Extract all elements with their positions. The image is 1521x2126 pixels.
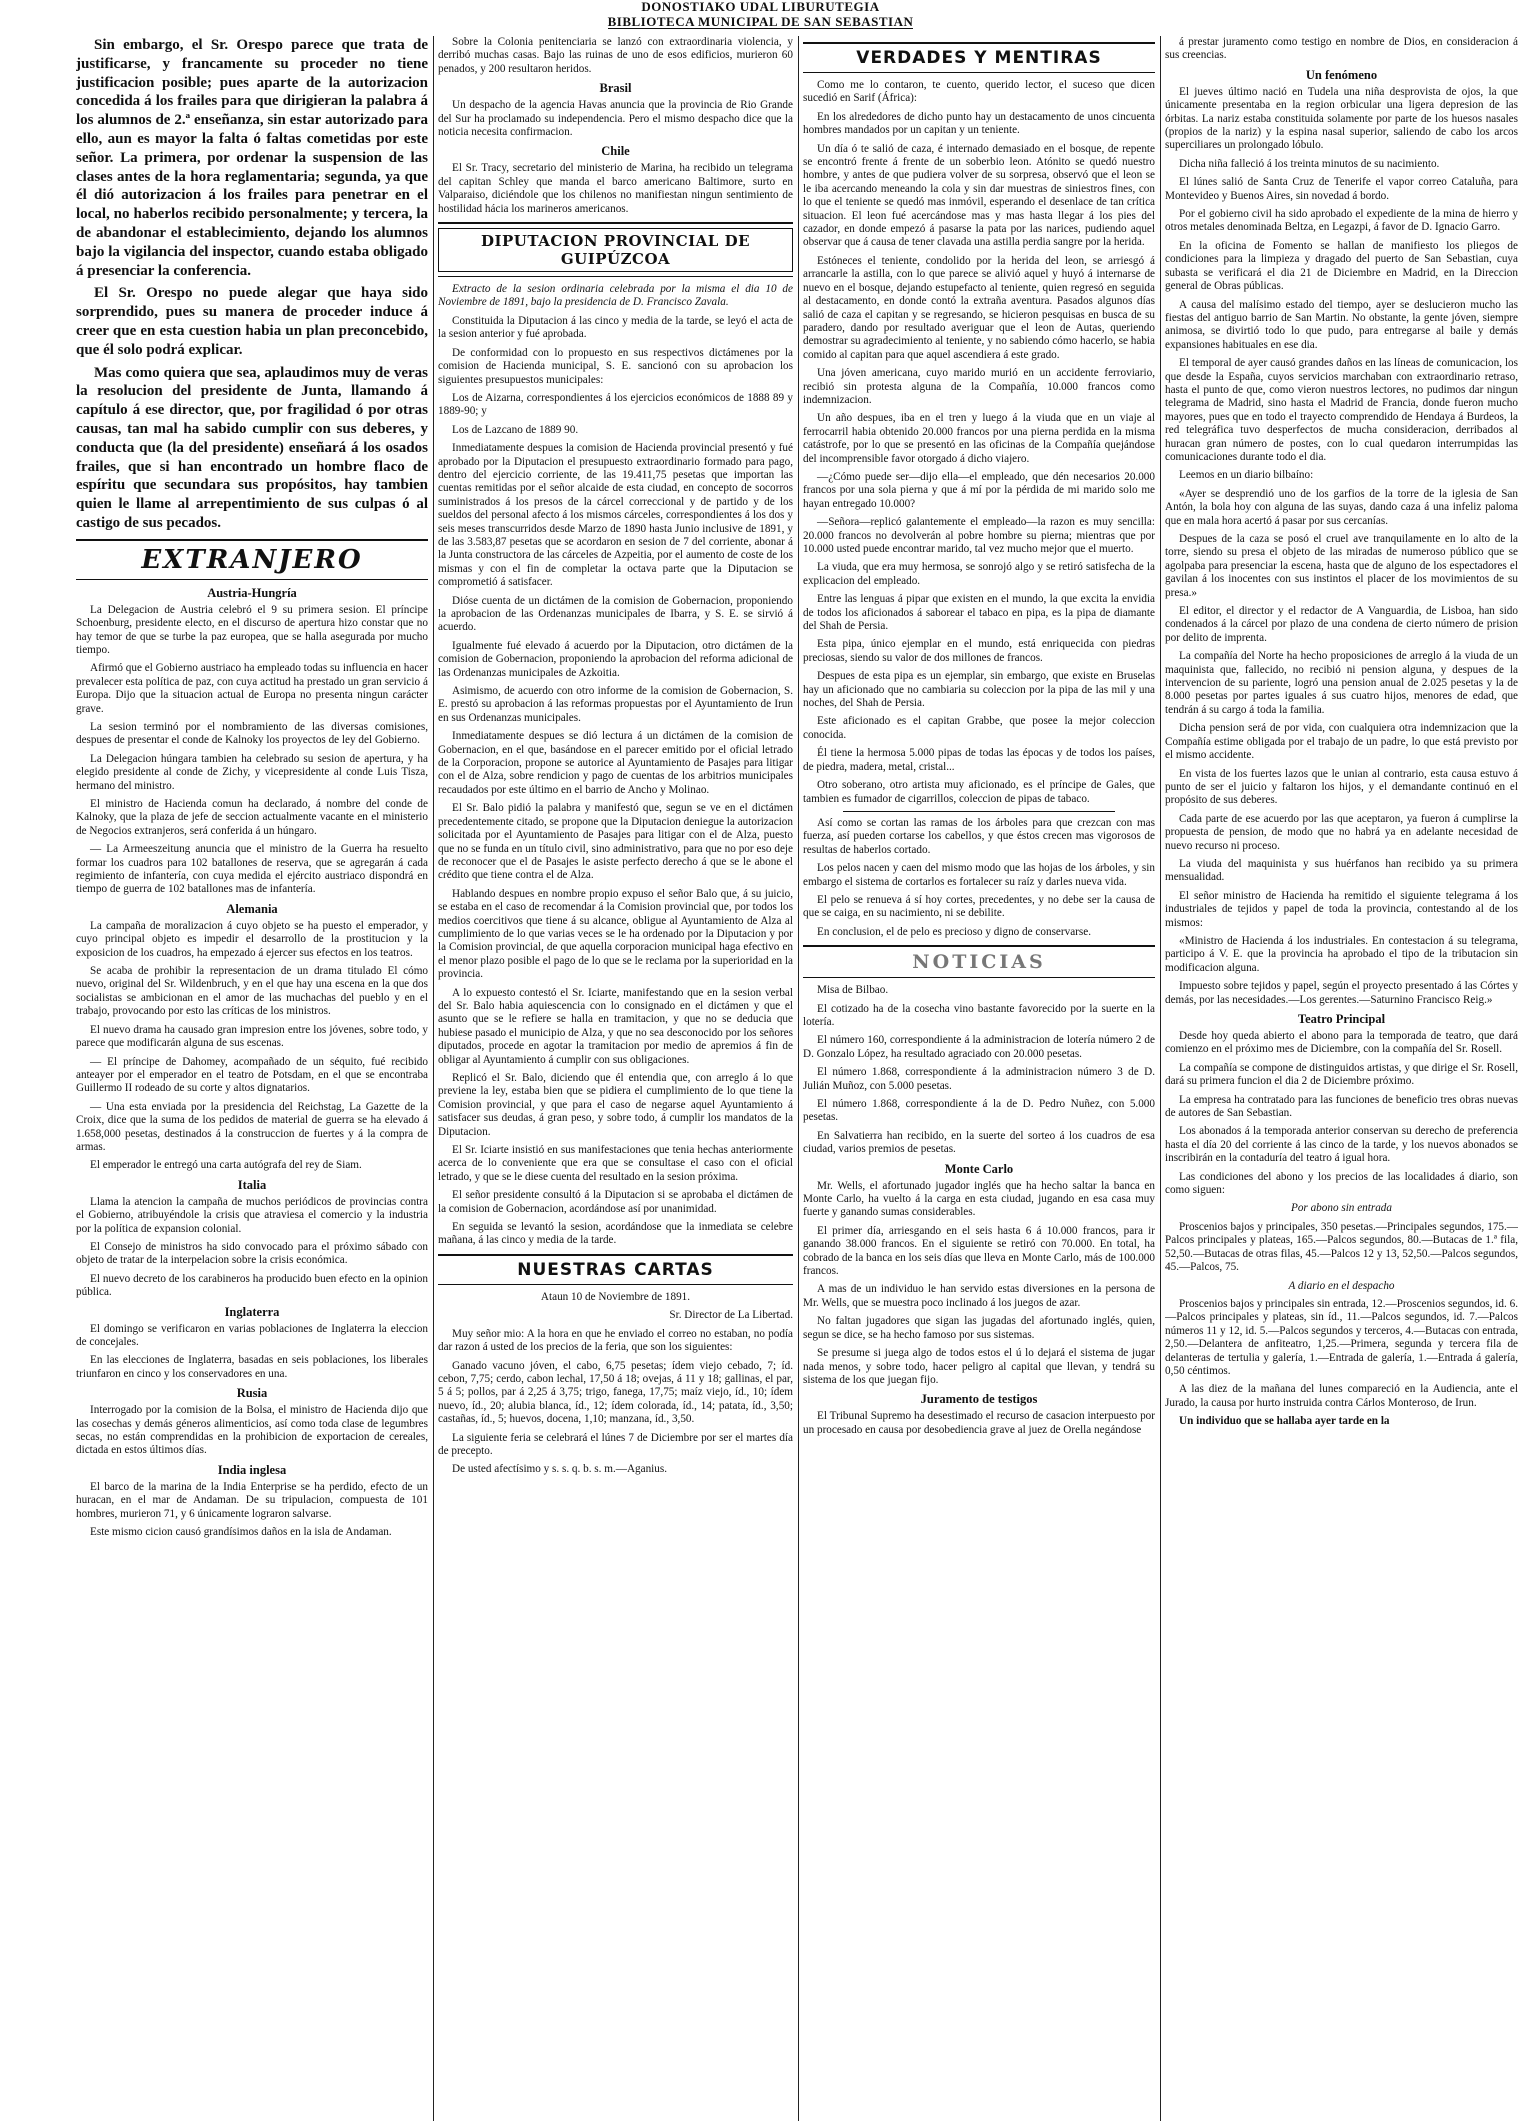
news-top <box>438 36 793 76</box>
paragraph: Otro soberano, otro artista muy aficionado, es el príncipe de Gales, que tambien es fumador de cigarrillos, coleccion de pipas de tabaco. <box>803 779 1155 805</box>
section-title: DIPUTACION PROVINCIAL DE GUIPÚZCOA <box>438 228 793 272</box>
section-title: EXTRANJERO <box>141 544 363 575</box>
paragraph: El primer día, arriesgando en el seis hasta 6 á 10.000 francos, para ir ganando 38.000 francos. En el siguiente se retiró con 70.000. En total, ha cobrado de la banca en los seis días que lleva en Monte Carlo, más de 100.000 francos. <box>803 1224 1155 1278</box>
verdades-text <box>803 79 1155 806</box>
paragraph: Impuesto sobre tejidos y papel, según el proyecto presentado á las Córtes y demás, por las necesidades.—Los gerentes.—Saturnino Francisco Reig.» <box>1165 980 1518 1006</box>
country-heading: Austria-Hungría <box>207 585 297 600</box>
column-rule <box>1160 36 1161 2121</box>
paragraph: Como me lo contaron, te cuento, querido lector, el suceso que dicen sucedió en Sarif (África): <box>803 79 1155 105</box>
diario-prices <box>1165 1298 1518 1378</box>
paragraph: El nuevo decreto de los carabineros ha producido buen efecto en la opinion pública. <box>76 1272 428 1299</box>
section-header-diputacion <box>438 222 793 277</box>
paragraph: Un año despues, iba en el tren y luego á la viuda que en un viaje al ferrocarril habia obtenido 20.000 francos por una pierna perdida en la misma catástrofe, por lo que se presentó en las oficinas de la Compañía quejándose del incomprensible favor otorgado á dicho viajero. <box>803 412 1155 465</box>
paragraph: El número 1.868, correspondiente á la de D. Pedro Nuñez, con 5.000 pesetas. <box>803 1098 1155 1124</box>
column-rule <box>798 36 799 2121</box>
fenomeno-text <box>1165 86 1518 171</box>
paragraph: Este mismo cicion causó grandísimos daños en la isla de Andaman. <box>90 1526 392 1539</box>
paragraph: Las condiciones del abono y los precios de las localidades á diario, son como siguen: <box>1165 1170 1518 1197</box>
paragraph: Inmediatamente despues se dió lectura á un dictámen de la comision de Gobernacion, en el que, basándose en el parecer emitido por el oficial letrado de la Corporacion, propone se autorice al Ayuntamiento de Pasajes para litigar con el de Alza, sobre rendicion y pago de cuentas de los arbitrios municipales recaudados por este último en el barrio de Ancho y Molinao. <box>438 730 793 796</box>
paragraph: Los pelos nacen y caen del mismo modo que las hojas de los árboles, y sin embargo el sistema de cortarlos es fortalecer su raíz y darles nueva vida. <box>803 862 1155 888</box>
paragraph: Se presume si juega algo de todos estos el ú lo dejará el sistema de jugar nada menos, y sobre todo, hacer peligro al capital que llevan, y tendrá su sistema de los que juegan fijo. <box>803 1347 1155 1386</box>
subheading: Un fenómeno <box>1305 67 1378 82</box>
paragraph: Mr. Wells, el afortunado jugador inglés que ha hecho saltar la banca en Monte Carlo, ha vuelto á la carga en esta ciudad, jugando en esa casa muy fuerte y ganando sumas considerables. <box>803 1179 1155 1219</box>
paragraph: Igualmente fué elevado á acuerdo por la Diputacion, otro dictámen de la comision de Gobernacion, proponiendo la aprobacion del reforma adicional de las Ordenanzas municipales de Azkoitia. <box>438 639 793 679</box>
subheading: Juramento de testigos <box>920 1392 1038 1407</box>
paragraph: En conclusion, el de pelo es precioso y digno de conservarse. <box>817 925 1092 938</box>
section-title: NOTICIAS <box>912 951 1046 974</box>
news-brasil <box>438 99 793 139</box>
paragraph: —Señora—replicó galantemente el empleado—la razon es muy sencilla: 20.000 francos no devolverán al pobre hombre su pierna; mientras que por 10.000 usted puede encontrar marido, tal vez mucho mejor que el muerto. <box>803 516 1155 555</box>
paragraph: Muy señor mio: A la hora en que he enviado el correo no estaban, no podía dar razon á usted de los precios de la feria, que son los siguientes: <box>438 1327 793 1354</box>
country-heading: Italia <box>237 1177 267 1192</box>
news-italia <box>76 1196 428 1300</box>
news-top <box>1165 36 1518 63</box>
column-1 <box>76 36 428 2121</box>
session-text <box>438 315 793 1248</box>
paragraph: Un día ó te salió de caza, é internado demasiado en el bosque, de repente se encontró frente á frente de un soberbio leon. Atónito se quedó nuestro hombre, y antes de que pudiera volver de su sorpresa, observó que el leon se le iba acercando meneando la cola y sin dar muestras de siniestros fines, con lo que el teniente se quedó mas inmóvil, esperando el desenlace de tan crítica situacion. El leon fué acercándose mas y mas hasta llegar á los pies del cazador, en donde empezó á pasarse la pata por las narices, pudiendo aquel observar que á causa de tener clavada una astilla perdia sangre por la herida. <box>803 142 1155 249</box>
paragraph: Misa de Bilbao. <box>817 984 889 997</box>
paragraph: En la oficina de Fomento se hallan de manifiesto los pliegos de condiciones para la limpieza y dragado del puerto de San Sebastian, cuya subasta se verificará el dia 21 de Diciembre en Madrid, en la Direccion general de Obras públicas. <box>1165 239 1518 293</box>
section-title: VERDADES Y MENTIRAS <box>856 48 1102 68</box>
paragraph: — El príncipe de Dahomey, acompañado de un séquito, fué recibido anteayer por el emperador en el teatro de Potsdam, en el que se encontraba Guillermo II rodeado de su corte y altos dignatarios. <box>76 1055 428 1095</box>
paragraph: El editor, el director y el redactor de A Vanguardia, de Lisboa, han sido condenados á la cárcel por plazo de una condena de cierto número de prision por delito de imprenta. <box>1165 605 1518 644</box>
abono-prices <box>1165 1221 1518 1275</box>
paragraph: Dicha niña falleció á los treinta minutos de su nacimiento. <box>1179 157 1440 170</box>
paragraph: Entre las lenguas á pipar que existen en el mundo, la que excita la envidia de todos los aficionados á saborear el tabaco en pipa, es la pipa de diamante del Shah de Persia. <box>803 593 1155 633</box>
paragraph: Él tiene la hermosa 5.000 pipas de todas las épocas y de todos los países, de piedra, madera, metal, cristal... <box>803 747 1155 773</box>
paragraph: La compañía del Norte ha hecho proposiciones de arreglo á la viuda de un maquinista que, fallecido, no recibió ni pension alguna, y despues de la intervencion de su pariente, logró una pension anual de 2.025 pesetas y la de 8.000 pesetas por partes iguales á sus cuatro hijos, menores de edad, que tendrán á su cargo á toda la familia. <box>1165 650 1518 716</box>
paragraph: Asimismo, de acuerdo con otro informe de la comision de Gobernacion, S. E. prestó su aprobacion á las reformas propuestas por el Ayuntamiento de Irun en sus Ordenanzas municipales. <box>438 685 793 724</box>
paragraph: Llama la atencion la campaña de muchos periódicos de provincias contra el Gobierno, atribuyéndole la crisis que atraviesa el comercio y la industria por la política de expansion colonial. <box>76 1195 428 1235</box>
paragraph: El señor presidente consultó á la Diputacion si se aprobaba el dictámen de la comision de Gobernacion, acordándose así por unanimidad. <box>438 1189 793 1215</box>
paragraph: El lúnes salió de Santa Cruz de Tenerife el vapor correo Cataluña, para Montevideo y Buenos Aires, sin novedad á bordo. <box>1165 176 1518 202</box>
paragraph: El ministro de Hacienda comun ha declarado, á nombre del conde de Kalnoky, que la plaza de jefe de seccion actualmente vacante en el ministerio de Negocios extranjeros, será conferida á un húngaro. <box>76 798 428 837</box>
paragraph: El pelo se renueva á sí hoy cortes, precedentes, y no debe ser la causa de que se caiga, en su nacimiento, ni se debilite. <box>803 893 1155 920</box>
paragraph: En las elecciones de Inglaterra, basadas en seis poblaciones, los liberales triunfaron en cinco y los conservadores en una. <box>76 1354 428 1380</box>
country-heading: Alemania <box>226 901 278 916</box>
paragraph: Este aficionado es el capitan Grabbe, que posee la mejor coleccion conocida. <box>803 715 1155 741</box>
paragraph: Interrogado por la comision de la Bolsa, el ministro de Hacienda dijo que las cosechas y demás géneros alimenticios, así como toda clase de legumbres secas, no están comprendidas en la prohibicion de exportacion de cereales, dictada en estos últimos días. <box>76 1404 428 1457</box>
letter-salutation: Sr. Director de La Libertad. <box>669 1309 793 1322</box>
letter-dateline: Ataun 10 de Noviembre de 1891. <box>540 1290 691 1303</box>
paragraph: Sobre la Colonia penitenciaria se lanzó con extraordinaria violencia, y derribó muchas casas. Bajo las ruinas de uno de esos edificios, murieron 60 penados, y 200 resultaron heridos. <box>438 36 793 75</box>
country-heading: Rusia <box>236 1386 268 1401</box>
session-extract: Extracto de la sesion ordinaria celebrada por la misma el dia 10 de Noviembre de 1891, bajo la presidencia de D. Francisco Zavala. <box>438 283 793 309</box>
paragraph: Cada parte de ese acuerdo por las que aceptaron, ya fueron á cumplirse la propuesta de pension, de modo que no habrá ya en adelante necesidad de nuevo recurso ni proceso. <box>1165 812 1518 852</box>
paragraph: En seguida se levantó la sesion, acordándose que la inmediata se celebre mañana, á las cinco y media de la tarde. <box>438 1221 793 1247</box>
paragraph: La Delegacion húngara tambien ha celebrado su sesion de apertura, y ha elegido presidente al conde de Zichy, y vicepresidente al conde Luis Tisza, hermano del ministro. <box>76 752 428 792</box>
section-title: NUESTRAS CARTAS <box>517 1259 714 1280</box>
paragraph: Afirmó que el Gobierno austriaco ha empleado todas su influencia en hacer prevalecer esta política de paz, con cuya actitud ha prestado un gran servicio á Europa. Dijo que la situacion actual de Europa no presenta ningun carácter grave. <box>76 662 428 715</box>
paragraph: A las diez de la mañana del lunes compareció en la Audiencia, ante el Jurado, la causa por hurto instruida contra Cárlos Monteroso, de Irun. <box>1165 1383 1518 1409</box>
price-label: Por abono sin entrada <box>1291 1202 1392 1215</box>
paragraph: Dicha pension será de por vida, con cualquiera otra indemnizacion que la Compañía estime obligada por el trabajo de un padre, lo que está previsto por el mismo accidente. <box>1165 722 1518 762</box>
subheading: Monte Carlo <box>944 1161 1014 1176</box>
paragraph: Replicó el Sr. Balo, diciendo que él entendia que, con arreglo á lo que previene la ley, estaba bien que se pidiera el cumplimiento de lo que tiene la Comision provincial, y que para el caso de negarse aquel Ayuntamiento á satisfacer sus deudas, á gran peso, y sobre todo, á cumplir los mandatos de la Diputacion. <box>438 1072 793 1138</box>
paragraph: á prestar juramento como testigo en nombre de Dios, en consideracion á sus creencias. <box>1165 36 1518 62</box>
country-heading: India inglesa <box>217 1462 287 1477</box>
paragraph: En vista de los fuertes lazos que le unian al contrario, esta causa estuvo á punto de ser el juicio y faltaron los hijos, y el demandante continuó en el propósito de sus deberes. <box>1165 767 1518 807</box>
noticias-text <box>803 984 1155 1156</box>
paragraph: El Consejo de ministros ha sido convocado para el próximo sábado con objeto de tratar de la interpelacion sobre la crisis económica. <box>76 1240 428 1267</box>
paragraph: Hablando despues en nombre propio expuso el señor Balo que, á su juicio, se estaba en el caso de recomendar á la Comision provincial que, por todos los medios coercitivos que tiene á su alcance, obligue al Ayuntamiento de Alza al cumplimiento de lo que varias veces se le ha ordenado por la Diputacion y por la Comision provincial, de que aquella corporacion municipal haga efectivo en el menor plazo posible el pago de lo que se le reclama por la superioridad en la provincia. <box>438 887 793 981</box>
library-stamp-line1: DONOSTIAKO UDAL LIBURUTEGIA <box>641 0 880 14</box>
verdades-text-2 <box>803 817 1155 939</box>
paragraph: Ganado vacuno jóven, el cabo, 6,75 pesetas; ídem viejo cebado, 7; íd. cebon, 7,75; cerdo, cabon lechal, 17,50 á 18; ovejas, á 11 y 18; gallinas, el par, 5 á 5; pollos, par á 2,25 á 3,75; trigo, fanega, 17,75; maíz viejo, íd., 10; ídem nuevo, íd., 20; alubia blanca, íd., 12; ídem colorada, íd., 14; patata, íd., 3,50; castañas, íd., 5; huevos, docena, 1,10; manzana, íd., 3,50. <box>438 1359 793 1426</box>
paragraph: El nuevo drama ha causado gran impresion entre los jóvenes, sobre todo, y parece que modificarán alguna de sus escenas. <box>76 1023 428 1050</box>
paragraph: La empresa ha contratado para las funciones de beneficio tres obras nuevas de autores de San Sebastian. <box>1165 1093 1518 1120</box>
juramento-text <box>803 1410 1155 1437</box>
bottom-news <box>1165 1383 1518 1428</box>
paragraph: En los alrededores de dicho punto hay un destacamento de unos cincuenta hombres mandados por un capitan y un teniente. <box>803 110 1155 137</box>
local-news <box>1165 176 1518 1007</box>
paragraph: El emperador le entregó una carta autógrafa del rey de Siam. <box>90 1159 362 1172</box>
column-2 <box>438 36 793 2121</box>
paragraph: El número 160, correspondiente á la administracion de lotería número 2 de D. Gonzalo López, ha resultado agraciado con 20.000 pesetas. <box>803 1034 1155 1060</box>
paragraph: Dióse cuenta de un dictámen de la comision de Gobernacion, proponiendo la aprobacion de las Ordenanzas municipales de Ibarra, y S. E. se sirvió á acuerdo. <box>438 594 793 634</box>
paragraph: El jueves último nació en Tudela una niña desprovista de ojos, la que únicamente presentaba en la region orbicular una ligera depresion de las órbitas. La nariz estaba constituida solamente por parte de los huesos nasales (propios de la nariz) y la espina nasal superior, saliendo de cabo los arcos superciliares un prolongado lóbulo. <box>1165 85 1518 152</box>
paragraph: Leemos en un diario bilbaíno: <box>1179 469 1314 482</box>
paragraph: La compañía se compone de distinguidos artistas, y que dirige el Sr. Rosell, dará su primera funcion el dia 2 de Diciembre próximo. <box>1165 1061 1518 1088</box>
paragraph: El Sr. Iciarte insistió en sus manifestaciones que tenia hechas anteriormente acerca de lo conveniente que era que se consultase el caso con el oficial letrado, y que se le diese cuenta del resultado en la sesion próxima. <box>438 1144 793 1183</box>
country-heading: Chile <box>601 144 630 159</box>
paragraph: Se acaba de prohibir la representacion de un drama titulado El cómo nuevo, original del Sr. Wildenbruch, y en el que hay una escena en la que dos socialistas se ambicionan en el amor de las muchachas del pueblo y en el trabajo, provocando por esto las críticas de los ministros. <box>76 965 428 1018</box>
section-header-cartas <box>438 1254 793 1285</box>
letter-text <box>438 1328 793 1477</box>
paragraph: La Delegacion de Austria celebró el 9 su primera sesion. El príncipe Schoenburg, presidente electo, en el discurso de apertura hizo constar que no hay temor de que se turbe la paz europea, que se halla asegurada por mucho tiempo. <box>76 603 428 656</box>
paragraph: Un individuo que se hallaba ayer tarde en la <box>1179 1415 1390 1428</box>
paragraph: El número 1.868, correspondiente á la administracion número 3 de D. Julián Muñoz, con 5.000 pesetas. <box>803 1066 1155 1092</box>
paragraph: «Ayer se desprendió uno de los garfios de la torre de la iglesia de San Antón, la bola hoy con alguna de las suyas, dando caza á una infeliz paloma que en mala hora acertó á pasar por sus cercanías. <box>1165 487 1518 527</box>
paragraph: Despues de la caza se posó el cruel ave tranquilamente en lo alto de la torre, siendo su presa el objeto de las miradas de numeroso público que se agolpaba para presenciar la escena, hasta que de alguno de los espectadores el gavilan á los inocentes con sus instintos el placer de los movimientos de su presa.» <box>1165 533 1518 599</box>
library-stamp <box>0 0 1521 30</box>
column-3 <box>803 36 1155 2121</box>
paragraph: De usted afectísimo y s. s. q. b. s. m.—Aganius. <box>452 1463 668 1476</box>
paragraph: Los de Aizarna, correspondientes á los ejercicios económicos de 1888 89 y 1889-90; y <box>438 391 793 418</box>
paragraph: — La Armeeszeitung anuncia que el ministro de la Guerra ha resuelto formar los cuadros para 102 batallones de reserva, que se agregarán á cada regimiento de infantería, con cuya medida el ejército austriaco dispondrá en tiempo de guerra de 102 batallones mas de infantería. <box>76 843 428 896</box>
paragraph: El señor ministro de Hacienda ha remitido el siguiente telegrama á los industriales de tejidos y papel de toda la provincia, contestando al de los mismos: <box>1165 889 1518 929</box>
paragraph: No faltan jugadores que sigan las jugadas del afortunado inglés, quien, segun se dice, se ha hecho famoso por sus sistemas. <box>803 1315 1155 1341</box>
intro-text <box>76 36 428 533</box>
paragraph: La viuda, que era muy hermosa, se sonrojó algo y se retiró satisfecha de la explicacion del empleado. <box>803 561 1155 587</box>
paragraph: La viuda del maquinista y sus huérfanos han recibido ya su primera mensualidad. <box>1165 857 1518 884</box>
paragraph: Sin embargo, el Sr. Orespo parece que trata de justificarse, y francamente su proceder no tiene justificacion posible; pues aparte de la autorizacion concedida á los frailes para que dirigieran la palabra á los alumnos de 2.ª enseñanza, sin estar autorizado para ello, aun es mayor la falta ó faltas cometidas por este señor. La primera, por ordenar la suspension de las clases antes de la hora reglamentaria; segunda, ya que él dió autorizacion á los frailes para penetrar en el local, no haberlos recibido personalmente; y tercera, la de abandonar el establecimiento, dejando los alumnos bajo la vigilancia del inspector, cuando estaba obligado á presenciar la conferencia. <box>76 37 428 279</box>
paragraph: — Una esta enviada por la presidencia del Reichstag, La Gazette de la Croix, dice que la suma de los pedidos de material de guerra se ha elevado á 1.658,000 pesetas, destinados á la construccion de fuertes y á la compra de armas. <box>76 1100 428 1153</box>
paragraph: Inmediatamente despues la comision de Hacienda provincial presentó y fué aprobado por la Diputacion el presupuesto extraordinario formado para pago, dentro del ejercicio corriente, de las 19.411,75 pesetas que importan las cuentas remitidas por el señor alcaide de esta ciudad, en concepto de socorros suministrados á los presos de la cárcel correccional y de partido y de los sueldos del personal afecto á los mismos cárceles, correspondientes á los dos y seis meses transcurridos desde Marzo de 1890 hasta Junio inclusive de 1891, y de las 3.583,87 pesetas que se acordaron en sesion de 7 del corriente, abonar á la Junta constructora de las cárceles de Azpeitia, por el aumento de coste de los mismas y con el fin de completar la octava parte que la Diputacion se comprometió á satisfacer. <box>438 442 793 589</box>
paragraph: Un despacho de la agencia Havas anuncia que la provincia de Rio Grande del Sur ha proclamado su independencia. Pero el mismo despacho dice que la noticia necesita confirmacion. <box>438 99 793 139</box>
separator <box>843 811 1115 812</box>
paragraph: El Sr. Tracy, secretario del ministerio de Marina, ha recibido un telegrama del capitan Schley que manda el barco americano Baltimore, surto en Valparaiso, diciéndole que los chilenos no manifiestan ningun sentimiento de hostilidad hácia los marineros americanos. <box>438 162 793 215</box>
paragraph: Los abonados á la temporada anterior conservan su derecho de preferencia hasta el día 20 del corriente á las cinco de la tarde, y los nuevos abonados se inscribirán en la contaduría del teatro á igual hora. <box>1165 1125 1518 1165</box>
teatro-text <box>1165 1030 1518 1197</box>
paragraph: Así como se cortan las ramas de los árboles para que crezcan con mas fuerza, así pueden cortarse los cabellos, y que éstos crecen mas vigorosos de resultas de haberlos cortado. <box>803 816 1155 856</box>
paragraph: A mas de un individuo le han servido estas diversiones en la persona de Mr. Wells, que se muestra poco inclinado á los juegos de azar. <box>803 1283 1155 1309</box>
section-header-extranjero <box>76 539 428 580</box>
news-alemania <box>76 920 428 1173</box>
news-chile <box>438 162 793 216</box>
paragraph: A lo expuesto contestó el Sr. Iciarte, manifestando que en la sesion verbal del Sr. Balo habia aquiescencia con lo consignado en el dictámen y que el asunto que se le refiere se halla en tramitacion, y que no se deducia que hubiese pasado el municipio de Alza, y que no sea desconocido por los señores diputados, procede en agotar la tramitacion por medio de apremios á fin de obligar al Ayuntamiento á cumplir con sus obligaciones. <box>438 986 793 1066</box>
paragraph: —¿Cómo puede ser—dijo ella—el empleado, que dén necesarios 20.000 francos por una sola pierna y que á mí por la pérdida de mi marido solo me hayan entregado 10.000? <box>803 470 1155 510</box>
column-4 <box>1165 36 1518 2121</box>
paragraph: A causa del malísimo estado del tiempo, ayer se deslucieron mucho las fiestas del antiguo barrio de San Martin. No obstante, la gente jóven, siempre animosa, se divirtió todo lo que pudo, para entregarse al baile y demás expansiones habituales en ese dia. <box>1165 298 1518 351</box>
paragraph: Los de Lazcano de 1889 90. <box>452 423 579 436</box>
country-heading: Brasil <box>599 81 632 96</box>
paragraph: Despues de esta pipa es un ejemplar, sin embargo, que existe en Bruselas hay un aficionado que no cambiaria su coleccion por la pipa de las mil y una noches, del Shah de Persia. <box>803 670 1155 710</box>
paragraph: Estóneces el teniente, condolido por la herida del leon, se arriesgó á arrancarle la astilla, con lo que parece se alivió aquel y huyó á internarse de nuevo en el bosque, dejando estupefacto al teniente, quien regresó en seguida al destacamento, en donde contó la extraña aventura. Pasados algunos días salió de caza el capitan y se regresando, se hicieron pesquisas en busca de su paradero, dando por resultado averiguar que el leon de Autas, queriendo demostrar su agradecimiento al teniente, y no sabiendo cómo hacerlo, se habia comido al capitan para que aquel ascendiera á este grado. <box>803 254 1155 361</box>
paragraph: La siguiente feria se celebrará el lúnes 7 de Diciembre por ser el martes día de precepto. <box>438 1431 793 1457</box>
paragraph: El domingo se verificaron en varias poblaciones de Inglaterra la eleccion de concejales. <box>76 1322 428 1348</box>
paragraph: Desde hoy queda abierto el abono para la temporada de teatro, que dará comienzo en el próximo mes de Diciembre, con la compañía del Sr. Rosell. <box>1165 1030 1518 1056</box>
paragraph: Proscenios bajos y principales, 350 pesetas.—Principales segundos, 175.—Palcos principales y plateas, 165.—Palcos segundos, 80.—Butacas de 1.ª fila, 52,50.—Butacas de otras filas, 45.—Palcos 12 y 13, 52,50.—Palcos segundos, 45.—Palcos, 75. <box>1165 1220 1518 1274</box>
news-austria <box>76 604 428 897</box>
paragraph: Una jóven americana, cuyo marido murió en un accidente ferroviario, recibió sin protesta alguna de la Compañía, 10.000 francos como indemnizacion. <box>803 367 1155 406</box>
paragraph: El barco de la marina de la India Enterprise se ha perdido, efecto de un huracan, en el mar de Andaman. De su tripulacion, compuesta de 101 hombres, murieron 71, y 6 únicamente lograron salvarse. <box>76 1480 428 1520</box>
paragraph: El Sr. Orespo no puede alegar que haya sido sorprendido, pues su manera de proceder induce á creer que en esta cuestion habia un plan preconcebido, que él solo podrá explicar. <box>76 285 428 358</box>
paragraph: En Salvatierra han recibido, en la suerte del sorteo á los cuadros de esa ciudad, varios premios de pesetas. <box>803 1129 1155 1156</box>
news-inglaterra <box>76 1323 428 1382</box>
column-rule <box>433 36 434 2121</box>
paragraph: La sesion terminó por el nombramiento de las diversas comisiones, despues de presentar el conde de Kalnoky los proyectos de ley del Gobierno. <box>76 720 428 747</box>
paragraph: «Ministro de Hacienda á los industriales. En contestacion á su telegrama, participo á V. E. que la provincia ha aprobado el tipo de la tributacion sin modificacion alguna. <box>1165 934 1518 974</box>
library-stamp-line2: BIBLIOTECA MUNICIPAL DE SAN SEBASTIAN <box>607 14 914 29</box>
paragraph: El cotizado ha de la cosecha vino bastante favorecido por la suerte en la lotería. <box>803 1002 1155 1028</box>
monte-carlo-text <box>803 1180 1155 1388</box>
news-rusia <box>76 1404 428 1458</box>
paragraph: De conformidad con lo propuesto en sus respectivos dictámenes por la comision de Hacienda municipal, S. E. sancionó con su aprobacion los siguientes presupuestos municipales: <box>438 346 793 386</box>
paragraph: El Sr. Balo pidió la palabra y manifestó que, segun se ve en el dictámen precedentemente citado, se propone que la Diputacion deniegue la autorizacion solicitada por el Ayuntamiento de Pasajes para litigar con el de Alza, puesto que no se funda en un título civil, sino administrativo, para que no por eso deje de reconocer que el de Pasajes le asiste perfecto derecho á que se le abone el crédito que tiene contra el de Alza. <box>438 802 793 882</box>
subheading: Teatro Principal <box>1297 1012 1386 1026</box>
country-heading: Inglaterra <box>224 1304 280 1319</box>
news-india <box>76 1481 428 1540</box>
price-label: A diario en el despacho <box>1288 1279 1395 1292</box>
paragraph: El Tribunal Supremo ha desestimado el recurso de casacion interpuesto por un procesado en causa por desobediencia grave al juez de Orella negándose <box>803 1410 1155 1436</box>
paragraph: La campaña de moralizacion á cuyo objeto se ha puesto el emperador, y cuyo principal objeto es impedir el desarrollo de la prostitucion y la exposicion de los cuadros, ha empezado á ejercer sus efectos en los teatros. <box>76 919 428 959</box>
paragraph: Por el gobierno civil ha sido aprobado el expediente de la mina de hierro y otros metales denominada Beltza, en Legazpi, á favor de D. Ignacio Garro. <box>1165 208 1518 234</box>
paragraph: Mas como quiera que sea, aplaudimos muy de veras la resolucion del presidente de Junta, llamando á capítulo á ese director, que, por fragilidad ó por otras causas, tan mal ha sabido cumplir con sus deberes, y conducta que (la del presidente) enseñará á los osados frailes, que si han encontrado un hombre flaco de espíritu que secundara sus propósitos, hay tambien quien le llame al arrepentimiento de sus culpas ó al castigo de sus pecados. <box>76 364 428 531</box>
paragraph: Esta pipa, único ejemplar en el mundo, está enriquecida con piedras preciosas, siendo su valor de dos millones de francos. <box>803 638 1155 664</box>
section-header-verdades <box>803 42 1155 73</box>
section-header-noticias <box>803 945 1155 978</box>
paragraph: Proscenios bajos y principales sin entrada, 12.—Proscenios segundos, id. 6.—Palcos principales y plateas, sin íd., 11.—Palcos segundos, id. 7.—Palcos números 11 y 12, id. 5.—Palcos segundos y terceros, 4.—Butacas con entrada, 2,50.—Delantera de anfiteatro, 1,25.—Primera, segunda y tercera fila de delanteras de tertulia y galería, 1.—Entrada de galería, 1.—Entrada á galería, 0,50 céntimos. <box>1165 1297 1518 1377</box>
paragraph: El temporal de ayer causó grandes daños en las líneas de comunicacion, los que desde la España, cuyos servicios marchaban con extraordinario retraso, hasta el punto de que, como vieron nuestros lectores, no pudimos dar ningun telegrama de Madrid, sino hasta el Madrid de Francia, donde fueron mucho mayores, pues que en todo el trayecto comprendido de Hendaya á Burdeos, la red telegráfica tuvo desperfectos de mucha consideracion, derribados al huracan gran número de postes, con lo cual quedaron interrumpidas las comunicaciones durante todo el dia. <box>1165 357 1518 463</box>
paragraph: Constituida la Diputacion á las cinco y media de la tarde, se leyó el acta de la sesion anterior y fué aprobada. <box>438 314 793 341</box>
